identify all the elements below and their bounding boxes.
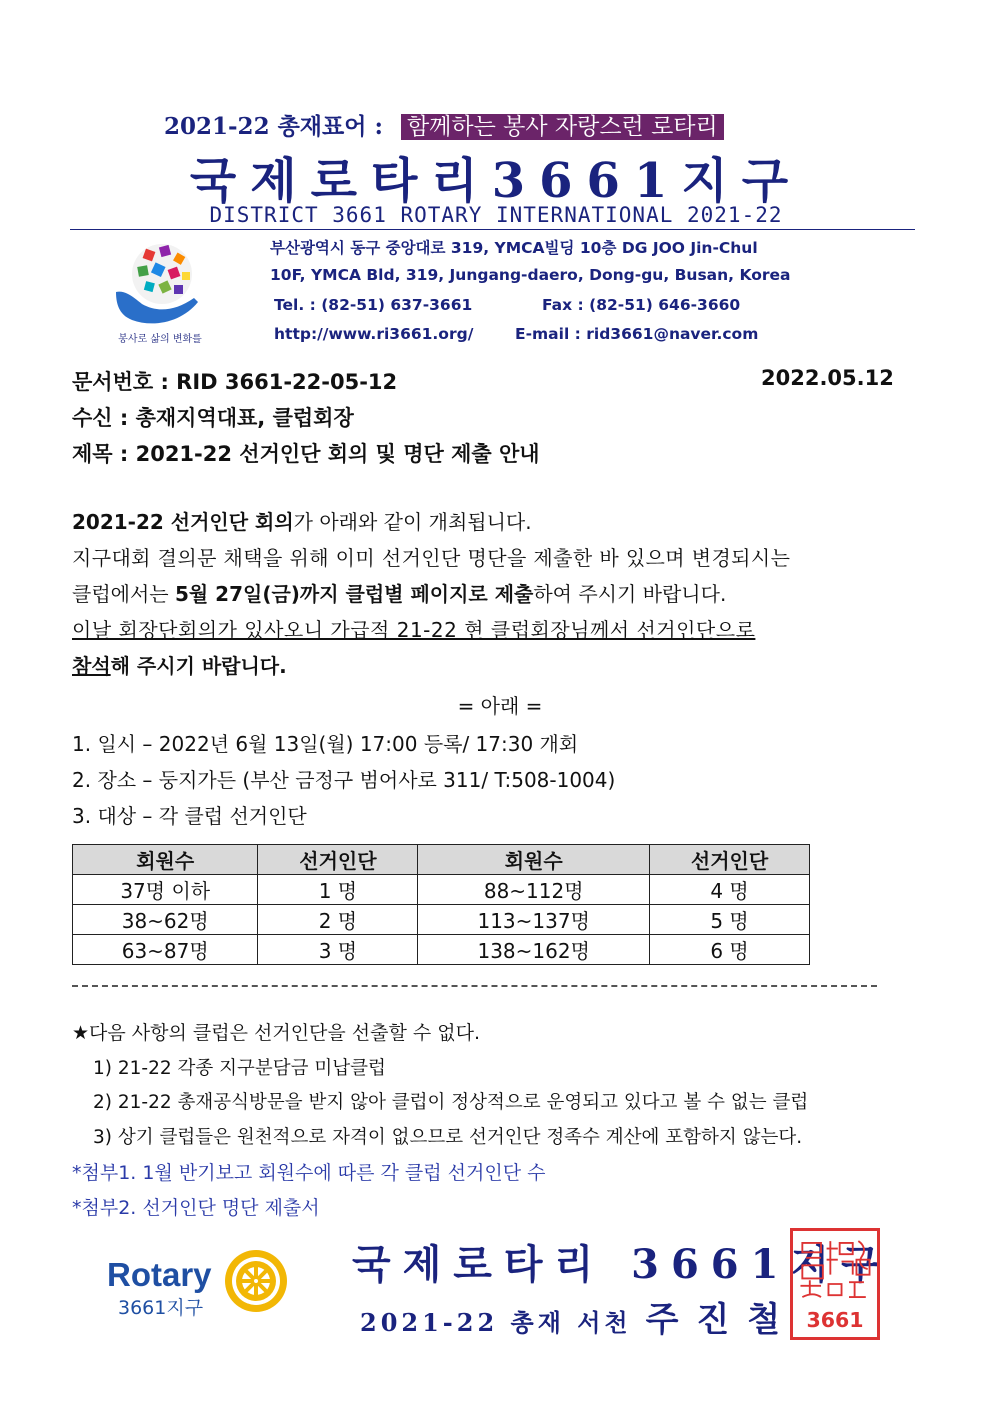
- signature-governor: [360, 1292, 798, 1341]
- district-title: 국제로타리3661지구: [189, 153, 803, 209]
- address-english: 10F, YMCA Bld, 319, Jungang-daero, Dong-gu, Busan, Korea: [270, 266, 791, 284]
- dashed-divider: [72, 985, 877, 987]
- table-cell: 88~112명: [418, 875, 650, 905]
- paragraph-5-underlined: 참석: [72, 654, 111, 678]
- elector-table: [72, 844, 810, 965]
- email-address[interactable]: E-mail : rid3661@naver.com: [515, 325, 759, 343]
- signature-role: 2021-22 총재 서천: [360, 1308, 632, 1337]
- table-cell: 3 명: [258, 935, 418, 965]
- header-divider: [70, 229, 915, 230]
- english-title: DISTRICT 3661 ROTARY INTERNATIONAL 2021-22: [209, 203, 783, 227]
- recipient: 수신 : 총재지역대표, 클럽회장: [72, 406, 354, 430]
- table-cell: 6 명: [650, 935, 810, 965]
- paragraph-3: [72, 578, 726, 607]
- exclusion-notice: ★다음 사항의 클럽은 선거인단을 선출할 수 없다.: [72, 1022, 481, 1044]
- logo-caption: 봉사로 삶의 변화를: [118, 334, 202, 345]
- table-cell: 63~87명: [73, 935, 258, 965]
- website-link[interactable]: http://www.ri3661.org/: [274, 325, 474, 343]
- paragraph-4: 이날 회장단회의가 있사오니 가급적 21-22 현 클럽회장님께서 선거인단으로: [72, 618, 756, 642]
- motto-text: 함께하는 봉사 자랑스런 로타리: [401, 114, 724, 140]
- item-location: 2. 장소 – 둥지가든 (부산 금정구 범어사로 311/ T:508-1004): [72, 768, 616, 792]
- signature-district: 국제로타리 3661지구: [352, 1241, 892, 1288]
- table-cell: 113~137명: [418, 905, 650, 935]
- paragraph-1-rest: 가 아래와 같이 개최됩니다.: [293, 510, 532, 534]
- table-cell: 5 명: [650, 905, 810, 935]
- document-date: 2022.05.12: [761, 366, 894, 390]
- seal-text: 3661: [806, 1307, 864, 1332]
- exclusion-item-3: 3) 상기 클럽들은 원천적으로 자격이 없으므로 선거인단 정족수 계산에 포함하지 않는다.: [93, 1127, 803, 1148]
- rotary-wheel-icon: [222, 1247, 290, 1315]
- globe-hand-logo-icon: [112, 240, 204, 330]
- paragraph-3-end: 하여 주시기 바랍니다.: [533, 582, 727, 606]
- table-cell: 4 명: [650, 875, 810, 905]
- table-row: [73, 875, 810, 905]
- official-seal-icon: [790, 1228, 880, 1340]
- exclusion-item-2: 2) 21-22 총재공식방문을 받지 않아 클럽이 정상적으로 운영되고 있다고 볼 수 없는 클럽: [93, 1092, 809, 1113]
- attachment-1: *첨부1. 1월 반기보고 회원수에 따른 각 클럽 선거인단 수: [72, 1162, 546, 1184]
- table-cell: 38~62명: [73, 905, 258, 935]
- motto-label: 2021-22 총재표어 :: [164, 113, 383, 140]
- address-korean: 부산광역시 동구 중앙대로 319, YMCA빌딩 10층 DG JOO Jin-Chul: [270, 239, 758, 257]
- subject: 제목 : 2021-22 선거인단 회의 및 명단 제출 안내: [72, 442, 540, 466]
- table-header: 선거인단: [258, 845, 418, 875]
- item-target: 3. 대상 – 각 클럽 선거인단: [72, 804, 307, 828]
- tel-number: Tel. : (82-51) 637-3661: [274, 296, 473, 314]
- center-marker: = 아래 =: [457, 694, 543, 718]
- table-header: 회원수: [73, 845, 258, 875]
- rotary-wordmark: Rotary: [107, 1256, 212, 1293]
- paragraph-3-start: 클럽에서는: [72, 582, 175, 606]
- motto-line: [164, 108, 724, 141]
- exclusion-item-1: 1) 21-22 각종 지구분담금 미납클럽: [93, 1058, 386, 1079]
- rotary-district: 3661지구: [118, 1297, 204, 1319]
- paragraph-5-bold: 해 주시기 바랍니다.: [110, 654, 287, 678]
- table-cell: 1 명: [258, 875, 418, 905]
- table-row: [73, 935, 810, 965]
- table-header: 회원수: [418, 845, 650, 875]
- document-number: 문서번호 : RID 3661-22-05-12: [72, 370, 398, 394]
- paragraph-1-bold: 2021-22 선거인단 회의: [72, 510, 294, 534]
- paragraph-1: [72, 506, 532, 535]
- table-row: [73, 905, 810, 935]
- attachment-2: *첨부2. 선거인단 명단 제출서: [72, 1197, 320, 1219]
- paragraph-3-bold: 5월 27일(금)까지 클럽별 페이지로 제출: [174, 582, 534, 606]
- item-datetime: 1. 일시 – 2022년 6월 13일(월) 17:00 등록/ 17:30 개회: [72, 732, 579, 756]
- paragraph-2: 지구대회 결의문 채택을 위해 이미 선거인단 명단을 제출한 바 있으며 변경되시는: [72, 546, 791, 570]
- signature-name: 주진철: [645, 1300, 799, 1340]
- table-header: 선거인단: [650, 845, 810, 875]
- table-cell: 2 명: [258, 905, 418, 935]
- table-cell: 138~162명: [418, 935, 650, 965]
- table-header-row: [73, 845, 810, 875]
- table-cell: 37명 이하: [73, 875, 258, 905]
- fax-number: Fax : (82-51) 646-3660: [542, 296, 741, 314]
- paragraph-5: [72, 650, 287, 679]
